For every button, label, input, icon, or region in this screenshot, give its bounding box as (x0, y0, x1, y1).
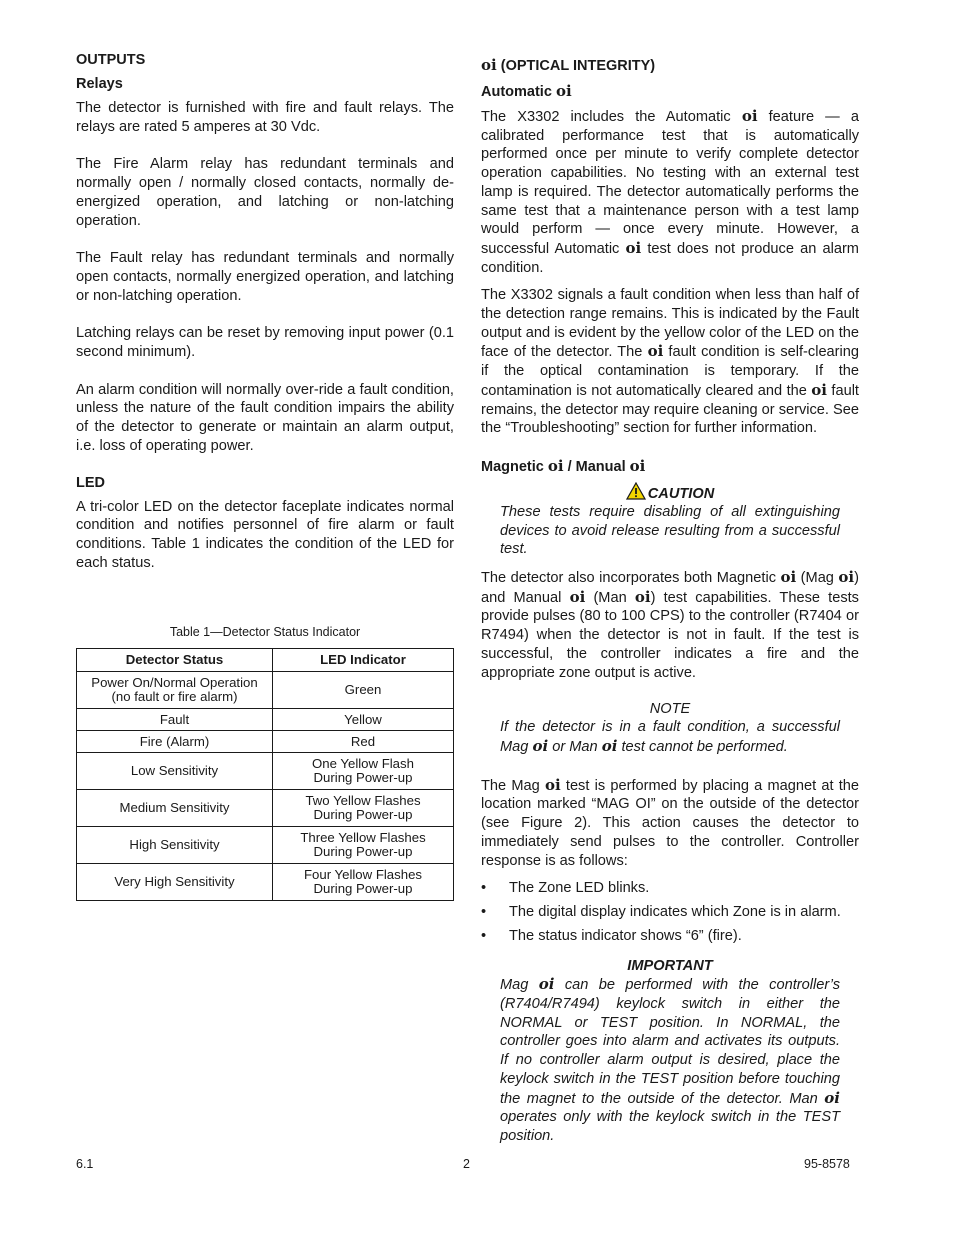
oi-symbol: oi (629, 456, 646, 475)
oi-symbol: oi (838, 568, 855, 587)
table-row (77, 731, 454, 753)
list-item: • The Zone LED blinks. (481, 880, 650, 897)
table-row (77, 709, 454, 731)
cell-detector-status: High Sensitivity (77, 827, 273, 864)
oi-symbol: oi (538, 975, 555, 994)
oi-symbol: oi (601, 736, 618, 755)
heading-automatic-text: Automatic (481, 84, 552, 100)
footer-revision: 6.1 (76, 1157, 94, 1171)
automatic-paragraph-1: The X3302 includes the Automatic oi feature — a calibrated performance test that is automatically performed once per minute to verify complete detector operation capabilities. No testing with an external test lamp is required. The detector automatically performs the same test that a maintenance person with a test lamp would perform — once every minute. However, a successful Automatic oi test does not produce an alarm condition. (481, 107, 859, 276)
oi-symbol: oi (811, 380, 827, 399)
table-header-row (77, 649, 454, 672)
magnetic-paragraph-1: The detector also incorporates both Magnetic oi (Mag oi) and Manual oi (Man oi) test capabilities. These tests provide pulses (80 to 100 CPS) to the controller (R7404 or R7494) when the detector is not in fault. If the test is successful, the controller indicates a fire and the appropriate zone output is active. (481, 568, 859, 681)
oi-symbol: oi (634, 587, 651, 606)
header-led-indicator: LED Indicator (273, 649, 454, 672)
oi-symbol: oi (555, 82, 572, 100)
right-column (481, 52, 859, 1146)
table-row (77, 827, 454, 864)
led-paragraph: A tri-color LED on the detector faceplate indicates normal condition and notifies personnel of fire alarm or fault conditions. Table 1 indicates the condition of the LED for each status. (76, 498, 454, 571)
cell-detector-status: Fault (77, 709, 273, 731)
table-row (77, 790, 454, 827)
cell-detector-status: Low Sensitivity (77, 753, 273, 790)
header-detector-status: Detector Status (77, 649, 273, 672)
oi-symbol: oi (481, 56, 497, 74)
bullet-icon: • (481, 903, 487, 920)
oi-symbol: oi (741, 107, 758, 125)
cell-led-indicator: One Yellow Flash During Power-up (273, 753, 454, 790)
controller-response-list (481, 879, 859, 945)
table-caption: Table 1—Detector Status Indicator (169, 625, 361, 640)
cell-led-indicator: Red (273, 731, 454, 753)
cell-led-indicator: Three Yellow Flashes During Power-up (273, 827, 454, 864)
footer-page-number: 2 (463, 1157, 470, 1171)
heading-led: LED (76, 474, 105, 491)
relays-paragraph-5: An alarm condition will normally over-ride a fault condition, unless the nature of the fault condition impairs the ability of the detector to generate or maintain an alarm output, i.e. loss of operating power. (76, 381, 454, 454)
cell-detector-status: Fire (Alarm) (77, 731, 273, 753)
list-item: • The status indicator shows “6” (fire). (481, 927, 742, 944)
cell-led-indicator: Yellow (273, 709, 454, 731)
heading-oi-text: (OPTICAL INTEGRITY) (500, 58, 656, 74)
cell-detector-status: Power On/Normal Operation (no fault or fire alarm) (77, 672, 273, 709)
caution-text: These tests require disabling of all extinguishing devices to avoid release resulting from a successful test. (500, 503, 840, 558)
oi-symbol: oi (625, 238, 642, 257)
oi-symbol: oi (824, 1088, 840, 1107)
table-row (77, 864, 454, 901)
relays-paragraph-3: The Fault relay has redundant terminals and normally open contacts, normally energized operation, and latching or non-latching operation. (76, 250, 454, 304)
relays-paragraph-2: The Fire Alarm relay has redundant terminals and normally open / normally closed contacts, normally de-energized operation, and latching or non-latching operation. (76, 156, 454, 229)
cell-detector-status: Medium Sensitivity (77, 790, 273, 827)
relays-paragraph-4: Latching relays can be reset by removing input power (0.1 second minimum). (76, 325, 454, 361)
bullet-icon: • (481, 880, 487, 897)
heading-optical-integrity (481, 56, 859, 74)
cell-led-indicator: Green (273, 672, 454, 709)
oi-symbol: oi (547, 456, 564, 475)
heading-relays: Relays (76, 76, 123, 92)
magnetic-paragraph-2: The Mag oi test is performed by placing a magnet at the location marked “MAG OI” on the outside of the detector (see Figure 2). This action causes the detector to immediately send pulses to the controller. Controller response is as follows: (481, 775, 860, 869)
oi-symbol: oi (569, 587, 586, 606)
heading-outputs: OUTPUTS (76, 52, 146, 68)
cell-detector-status: Very High Sensitivity (77, 864, 273, 901)
note-text: If the detector is in a fault condition, a successful Mag oi or Man oi test cannot be performed. (500, 719, 840, 755)
cell-led-indicator: Two Yellow Flashes During Power-up (273, 790, 454, 827)
oi-symbol: oi (544, 775, 561, 794)
oi-symbol: oi (532, 736, 549, 755)
important-text: Mag oi can be performed with the controller’s (R7404/R7494) keylock switch in either the NORMAL or TEST position. In NORMAL, the controller goes into alarm and activates its outputs. If no controller alarm output is desired, place the keylock switch in the TEST position before touching the magnet to the outside of the detector. Man oi operates only with the keylock switch in the TEST position. (500, 975, 840, 1144)
detector-status-table (76, 648, 454, 901)
oi-symbol: oi (780, 568, 797, 587)
relays-paragraph-1: The detector is furnished with fire and fault relays. The relays are rated 5 amperes at 30 Vdc. (76, 100, 454, 135)
note-title: NOTE (649, 701, 691, 718)
heading-magnetic-manual: Magnetic oi / Manual oi (481, 456, 646, 475)
automatic-paragraph-2: The X3302 signals a fault condition when less than half of the detection range remains. This is indicated by the Fault output and is evident by the yellow color of the LED on the face of the detector. The oi fault condition is self-clearing if the optical contamination is temporary. If the contamination is not automatically cleared and the oi fault remains, the detector may require cleaning or service. See the “Troubleshooting” section for further information. (481, 287, 860, 437)
important-title: IMPORTANT (627, 958, 713, 975)
cell-led-indicator: Four Yellow Flashes During Power-up (273, 864, 454, 901)
oi-symbol: oi (647, 342, 664, 361)
list-item: • The digital display indicates which Zone is in alarm. (481, 903, 841, 920)
warning-icon (626, 482, 646, 500)
caution-title: CAUTION (481, 482, 859, 502)
footer-document-number: 95-8578 (804, 1157, 850, 1171)
left-column (76, 52, 454, 901)
table-row (77, 753, 454, 790)
heading-automatic-oi (481, 82, 859, 100)
table-row (77, 672, 454, 709)
bullet-icon: • (481, 927, 487, 944)
